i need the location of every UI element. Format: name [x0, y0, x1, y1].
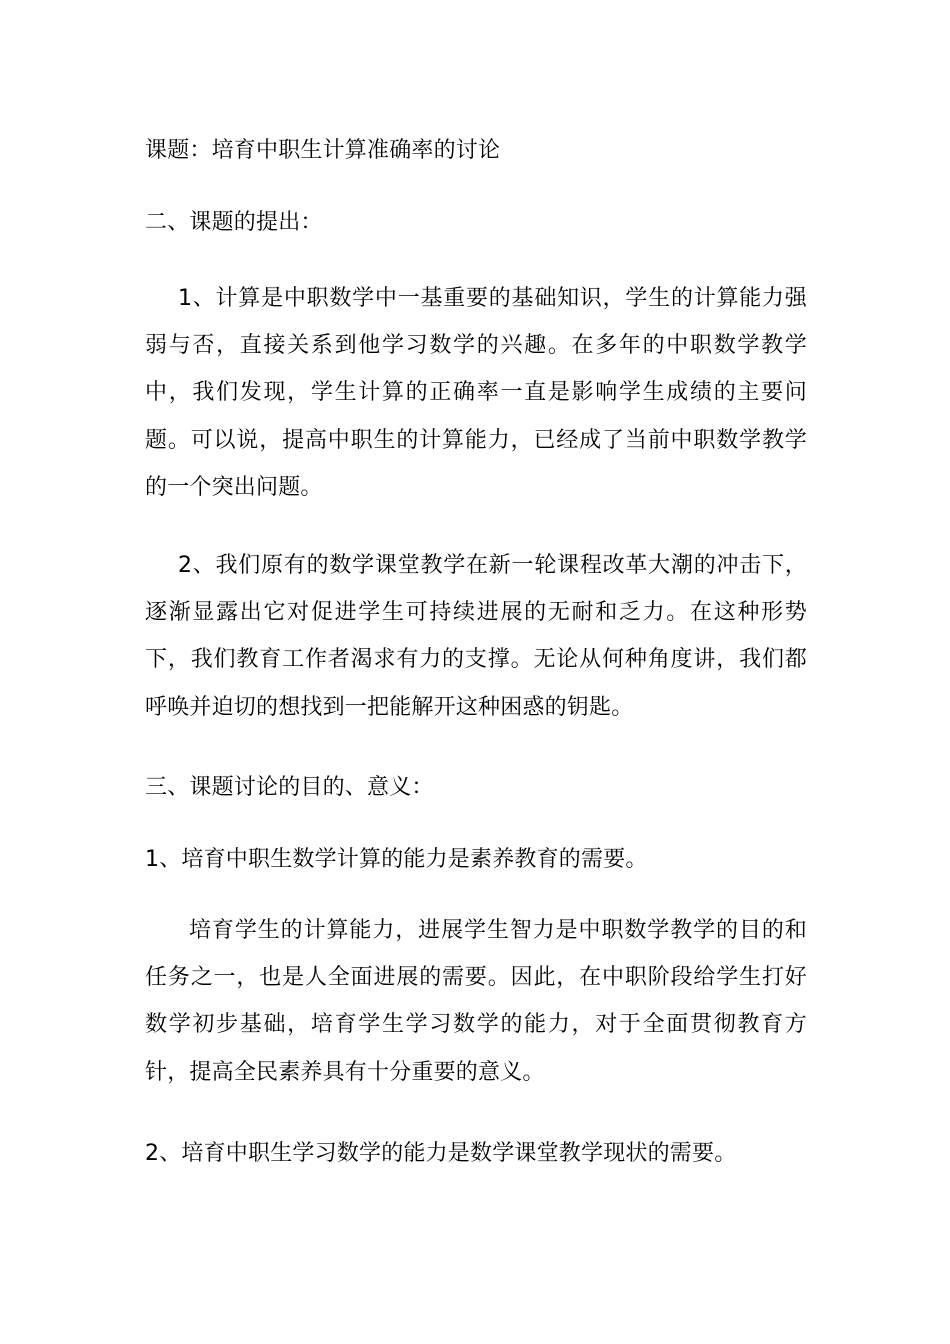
section-3-heading: 三、课题讨论的目的、意义：: [145, 775, 434, 800]
section-3-item-1: 1、培育中职生数学计算的能力是素养教育的需要。: [145, 847, 648, 872]
section-2-paragraph-2: 2、我们原有的数学课堂教学在新一轮课程改革大潮的冲击下，逐渐显露出它对促进学生可持续进展的无耐和乏力。在这种形势下，我们教育工作者渴求有力的支撑。无论从何种角度讲，我们都呼唤并迫切的想找到一把能解开这种困惑的钥匙。: [145, 553, 807, 720]
document-title: 课题：培育中职生计算准确率的讨论: [145, 138, 501, 163]
section-2-heading: 二、课题的提出：: [145, 210, 323, 235]
section-3-paragraph-1: 培育学生的计算能力，进展学生智力是中职数学教学的目的和任务之一，也是人全面进展的需要。因此，在中职阶段给学生打好数学初步基础，培育学生学习数学的能力，对于全面贯彻教育方针，提高全民素养具有十分重要的意义。: [145, 918, 807, 1085]
section-3-item-2: 2、培育中职生学习数学的能力是数学课堂教学现状的需要。: [145, 1141, 737, 1166]
section-2-paragraph-1: 1、计算是中职数学中一基重要的基础知识，学生的计算能力强弱与否，直接关系到他学习数学的兴趣。在多年的中职数学教学中，我们发现，学生计算的正确率一直是影响学生成绩的主要问题。可以说，提高中职生的计算能力，已经成了当前中职数学教学的一个突出问题。: [145, 286, 807, 500]
